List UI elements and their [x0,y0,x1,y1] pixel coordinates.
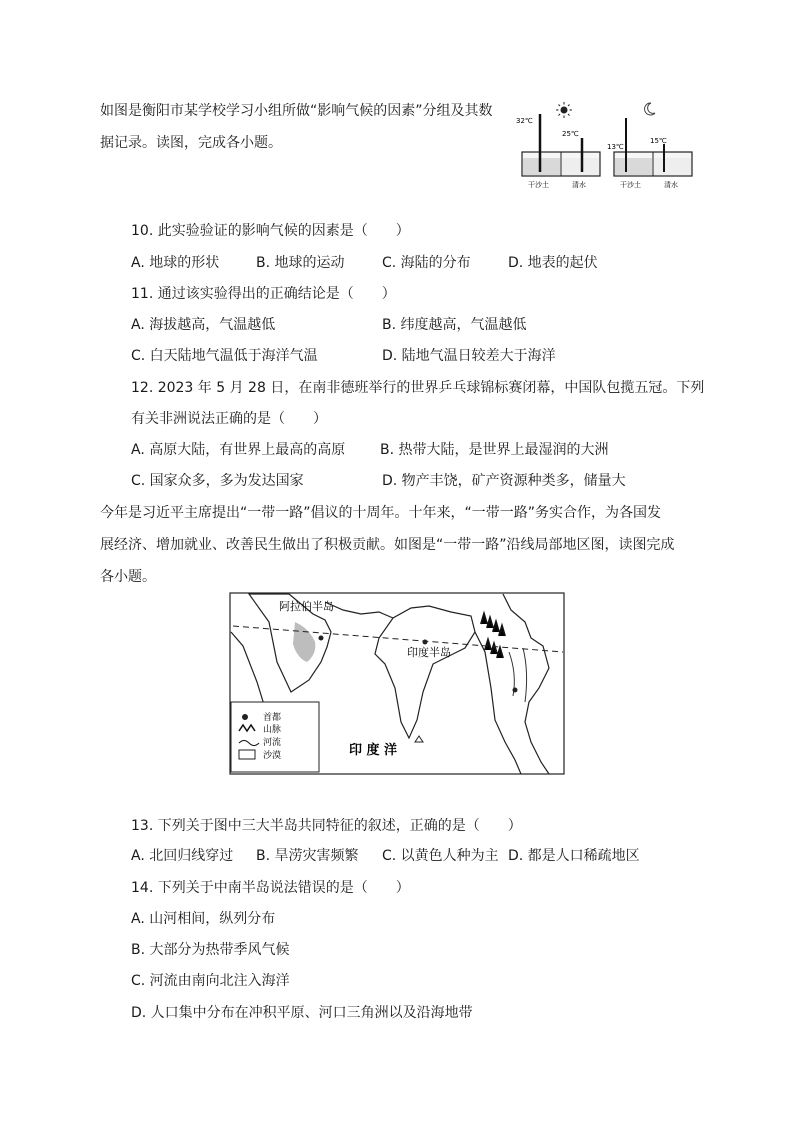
q14-option-b: B. 大部分为热带季风气候 [131,942,290,958]
arabia-label: 阿拉伯半岛 [279,600,334,613]
q11-option-d: D. 陆地气温日较差大于海洋 [382,348,556,364]
q12-stem-line2: 有关非洲说法正确的是（ ） [131,411,327,427]
temp-left-day: 32℃ [516,117,533,125]
legend-capital: 首都 [263,713,282,723]
label-sand-1: 干沙土 [528,181,549,189]
temp-left-night: 13℃ [607,143,624,151]
q13-option-a: A. 北回归线穿过 [131,848,234,864]
q10-option-c: C. 海陆的分布 [382,255,471,271]
label-sand-2: 干沙土 [620,181,641,189]
q12-option-b: B. 热带大陆，是世界上最湿润的大洲 [380,442,609,458]
q13-option-d: D. 都是人口稀疏地区 [508,848,640,864]
experiment-figure [514,100,696,192]
q10-option-b: B. 地球的运动 [256,255,345,271]
sun-icon [556,102,572,118]
ocean-label: 印 度 洋 [349,743,398,758]
q14-option-a: A. 山河相间，纵列分布 [131,911,276,927]
q11-stem: 11. 通过该实验得出的正确结论是（ ） [131,286,396,302]
q14-stem: 14. 下列关于中南半岛说法错误的是（ ） [131,880,410,896]
q12-stem-line1: 12. 2023 年 5 月 28 日，在南非德班举行的世界乒乓球锦标赛闭幕，中国队包揽五冠。下列 [131,380,705,396]
night-container [614,118,692,176]
day-container [522,114,600,176]
q13-option-c: C. 以黄色人种为主 [382,848,499,864]
q11-option-a: A. 海拔越高，气温越低 [131,317,276,333]
legend-mountain: 山脉 [263,725,282,735]
q12-option-a: A. 高原大陆，有世界上最高的高原 [131,442,346,458]
q10-option-a: A. 地球的形状 [131,255,220,271]
label-water-1: 清水 [572,181,586,189]
belt-road-map [229,592,565,775]
q14-option-d: D. 人口集中分布在冲积平原、河口三角洲以及沿海地带 [131,1005,473,1021]
q11-option-c: C. 白天陆地气温低于海洋气温 [131,348,318,364]
label-water-2: 清水 [664,181,678,189]
intro2-line1: 今年是习近平主席提出“一带一路”倡议的十周年。十年来，“一带一路”务实合作，为各国发 [100,505,662,521]
q10-option-d: D. 地表的起伏 [508,255,598,271]
moon-icon [645,103,655,115]
intro1-line2: 据记录。读图，完成各小题。 [100,135,282,151]
legend-desert: 沙漠 [263,751,282,761]
q13-stem: 13. 下列关于图中三大半岛共同特征的叙述，正确的是（ ） [131,818,522,834]
india-label: 印度半岛 [407,646,451,659]
q10-stem: 10. 此实验验证的影响气候的因素是（ ） [131,223,410,239]
q11-option-b: B. 纬度越高，气温越低 [382,317,527,333]
temp-right-night: 15℃ [650,137,667,145]
intro2-line2: 展经济、增加就业、改善民生做出了积极贡献。如图是“一带一路”沿线局部地区图，读图完成 [100,537,675,553]
legend-river: 河流 [263,738,282,748]
q13-option-b: B. 旱涝灾害频繁 [256,848,359,864]
q12-option-d: D. 物产丰饶，矿产资源种类多，储量大 [382,473,626,489]
map-legend [231,702,319,772]
temp-right-day: 25℃ [562,130,579,138]
q14-option-c: C. 河流由南向北注入海洋 [131,973,290,989]
intro1-line1: 如图是衡阳市某学校学习小组所做“影响气候的因素”分组及其数 [100,103,493,119]
intro2-line3: 各小题。 [100,569,156,585]
q12-option-c: C. 国家众多，多为发达国家 [131,473,304,489]
